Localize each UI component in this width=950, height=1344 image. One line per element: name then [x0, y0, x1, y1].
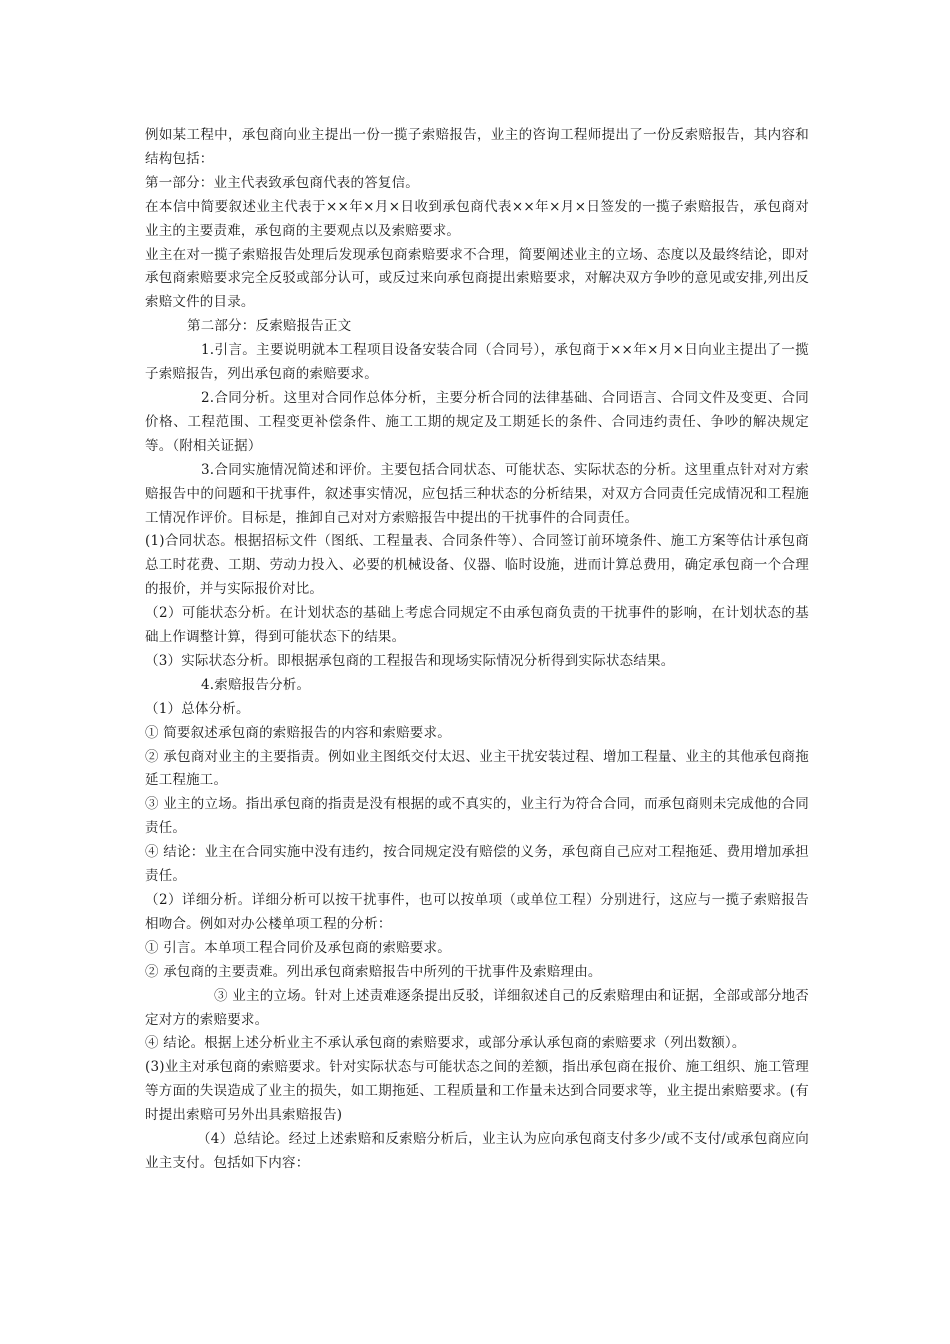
- paragraph: （1）总体分析。: [145, 700, 250, 717]
- paragraph: ② 承包商的主要责难。列出承包商索赔报告中所列的干扰事件及索赔理由。: [145, 963, 602, 980]
- paragraph: 2.合同分析。这里对合同作总体分析，主要分析合同的法律基础、合同语言、合同文件及变更、合同价格、工程范围、工程变更补偿条件、施工工期的规定及工期延长的条件、合同违约责任、争吵的解决规定等。（附相关证据）: [145, 389, 809, 454]
- paragraph: （3）实际状态分析。即根据承包商的工程报告和现场实际情况分析得到实际状态结果。: [145, 652, 675, 669]
- paragraph: 在本信中简要叙述业主代表于××年×月×日收到承包商代表××年×月×日签发的一揽子索赔报告，承包商对业主的主要责难，承包商的主要观点以及索赔要求。: [145, 198, 809, 239]
- paragraph: 4.索赔报告分析。: [201, 676, 311, 693]
- paragraph: ④ 结论：业主在合同实施中没有违约，按合同规定没有赔偿的义务，承包商自己应对工程拖延、费用增加承担责任。: [145, 844, 809, 885]
- paragraph: ④ 结论。根据上述分析业主不承认承包商的索赔要求，或部分承认承包商的索赔要求（列出数额）。: [145, 1035, 746, 1052]
- paragraph: （2）详细分析。详细分析可以按干扰事件，也可以按单项（或单位工程）分别进行，这应与一揽子索赔报告相吻合。例如对办公楼单项工程的分析：: [145, 892, 809, 932]
- paragraph: 第二部分：反索赔报告正文: [187, 318, 352, 335]
- paragraph: 例如某工程中，承包商向业主提出一份一揽子索赔报告，业主的咨询工程师提出了一份反索赔报告，其内容和结构包括：: [145, 127, 809, 167]
- paragraph: 第一部分：业主代表致承包商代表的答复信。: [145, 174, 419, 191]
- paragraph: 3.合同实施情况简述和评价。主要包括合同状态、可能状态、实际状态的分析。这里重点针对对方索赔报告中的问题和干扰事件，叙述事实情况，应包括三种状态的分析结果，对双方合同责任完成情况和工程施工情况作评价。目标是，推卸自己对对方索赔报告中提出的干扰事件的合同责任。: [145, 461, 809, 526]
- paragraph: ③ 业主的立场。针对上述责难逐条提出反驳，详细叙述自己的反索赔理由和证据，全部或部分地否定对方的索赔要求。: [145, 987, 809, 1028]
- paragraph: (3)业主对承包商的索赔要求。针对实际状态与可能状态之间的差额，指出承包商在报价、施工组织、施工管理等方面的失误造成了业主的损失，如工期拖延、工程质量和工作量未达到合同要求等，业主提出索赔要求。(有时提出索赔可另外出具索赔报告): [145, 1059, 809, 1124]
- paragraph: （4）总结论。经过上述索赔和反索赔分析后，业主认为应向承包商支付多少/或不支付/或承包商应向业主支付。包括如下内容：: [145, 1131, 809, 1171]
- paragraph: ① 简要叙述承包商的索赔报告的内容和索赔要求。: [145, 724, 451, 741]
- paragraph: 1.引言。主要说明就本工程项目设备安装合同（合同号），承包商于××年×月×日向业主提出了一揽子索赔报告，列出承包商的索赔要求。: [145, 342, 809, 383]
- paragraph: 业主在对一揽子索赔报告处理后发现承包商索赔要求不合理，简要阐述业主的立场、态度以及最终结论，即对承包商索赔要求完全反驳或部分认可，或反过来向承包商提出索赔要求，对解决双方争吵的意见或安排,列出反索赔文件的目录。: [145, 246, 809, 311]
- paragraph: ② 承包商对业主的主要指责。例如业主图纸交付太迟、业主干扰安装过程、增加工程量、业主的其他承包商拖延工程施工。: [145, 748, 809, 789]
- paragraph: ③ 业主的立场。指出承包商的指责是没有根据的或不真实的，业主行为符合合同，而承包商则未完成他的合同责任。: [145, 796, 809, 837]
- paragraph: ① 引言。本单项工程合同价及承包商的索赔要求。: [145, 939, 451, 956]
- document-body: [145, 124, 809, 1176]
- paragraph: （2）可能状态分析。在计划状态的基础上考虑合同规定不由承包商负责的干扰事件的影响，在计划状态的基础上作调整计算，得到可能状态下的结果。: [145, 605, 809, 646]
- paragraph: (1)合同状态。根据招标文件（图纸、工程量表、合同条件等）、合同签订前环境条件、施工方案等估计承包商总工时花费、工期、劳动力投入、必要的机械设备、仪器、临时设施，进而计算总费用，确定承包商一个合理的报价，并与实际报价对比。: [145, 533, 809, 598]
